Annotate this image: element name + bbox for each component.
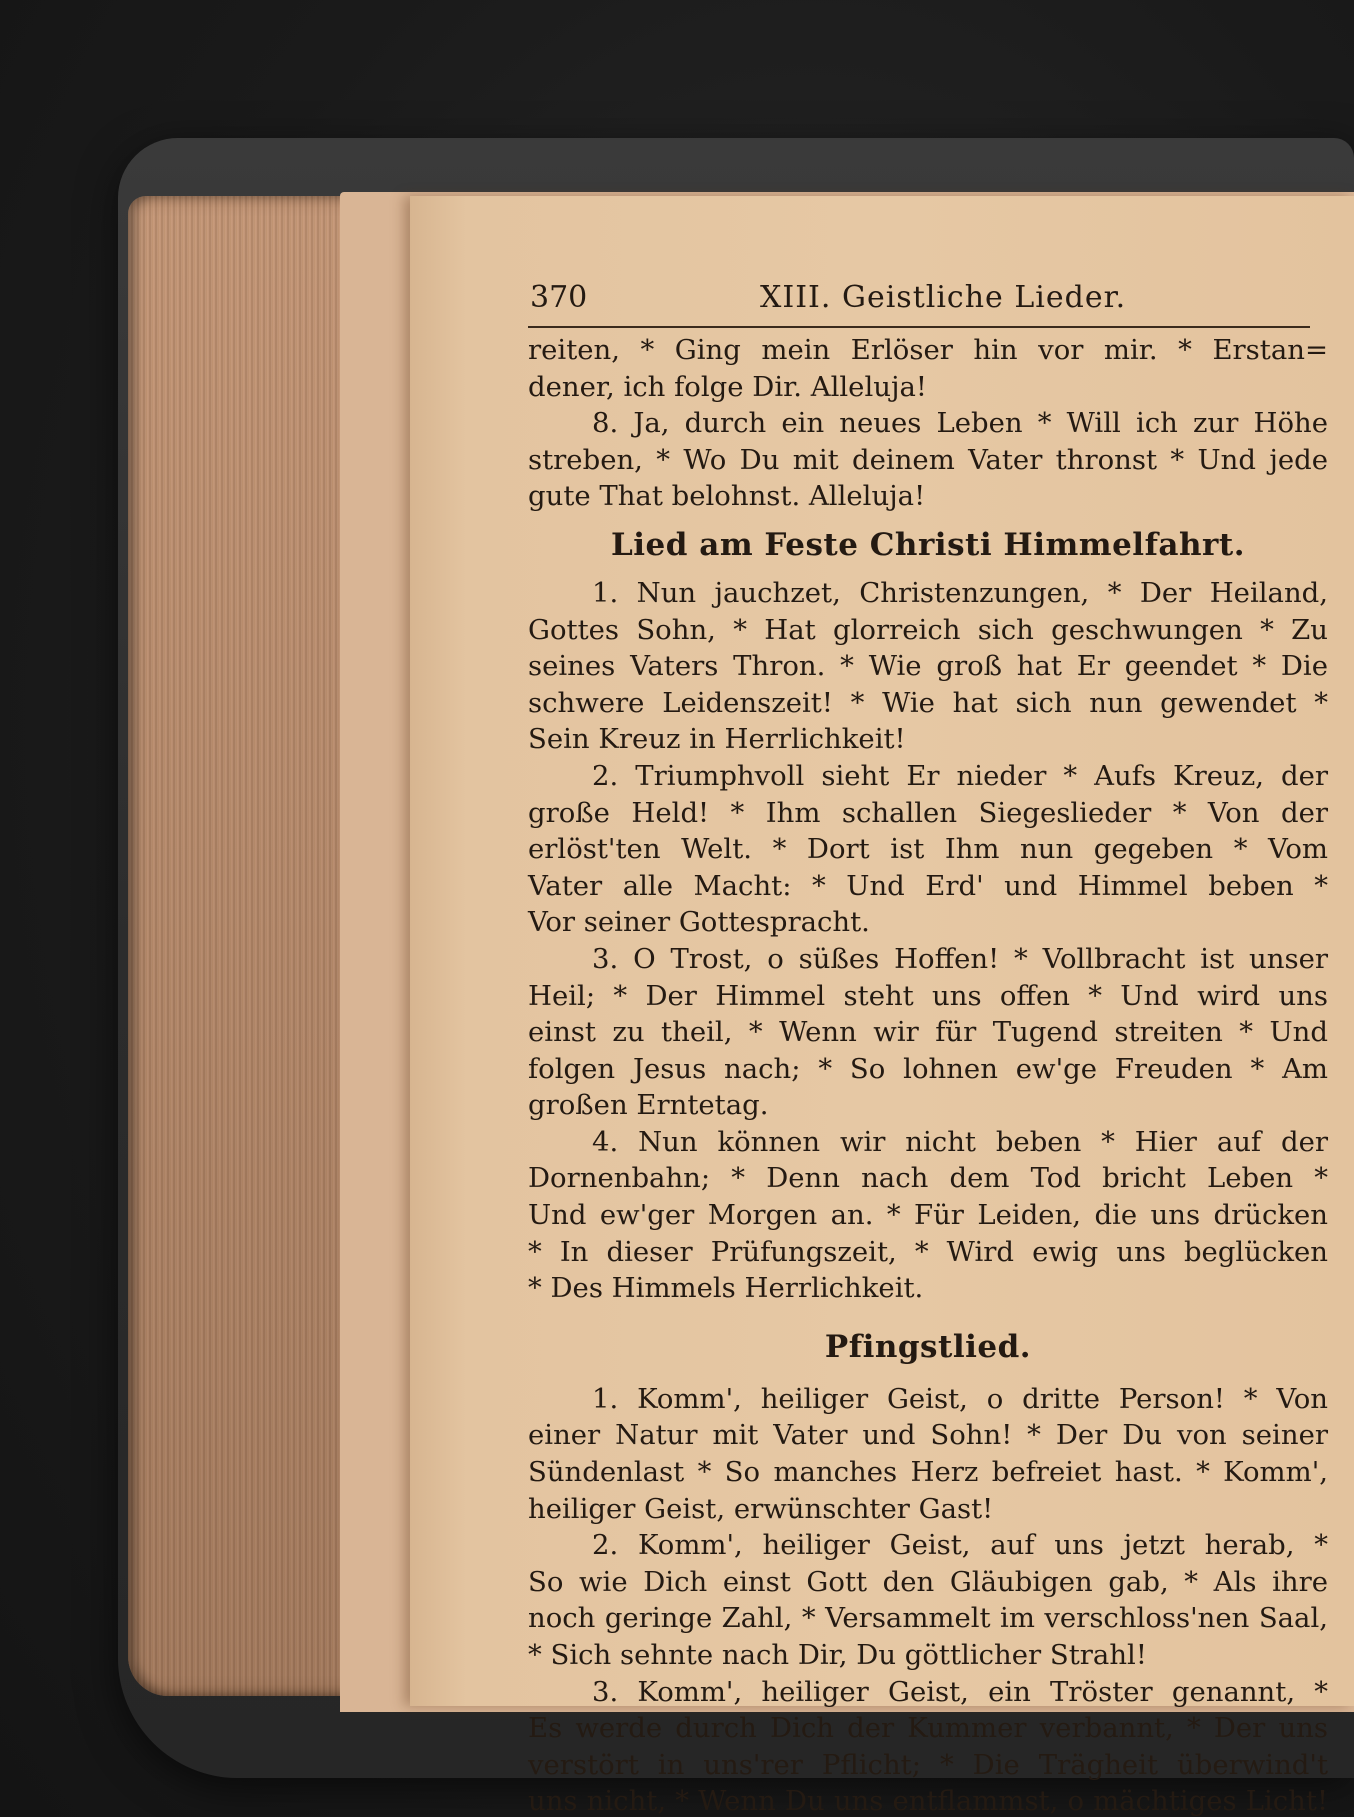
text-line: Sündenlast * So manches Herz befreiet hast. * Komm', [528,1456,1328,1489]
text-line: großen Erntetag. [528,1089,769,1122]
text-line: große Held! * Ihm schallen Siegeslieder * Von der [528,796,1328,829]
text-line: Heil; * Der Himmel steht uns offen * Und wird uns [528,979,1328,1012]
text-line: * Sich sehnte nach Dir, Du göttlicher Strahl! [528,1639,1147,1671]
text-line: * In dieser Prüfungszeit, * Wird ewig uns beglücken [528,1235,1328,1268]
text-line: schwere Leidenszeit! * Wie hat sich nun gewendet * [528,686,1328,719]
text-line: Vor seiner Gottespracht. [528,906,870,939]
text-line: heiliger Geist, erwünschter Gast! [528,1492,994,1525]
text-line: reiten, * Ging mein Erlöser hin vor mir. * Erstan= [528,334,1328,366]
text-line: folgen Jesus nach; * So lohnen ew'ge Freuden * Am [528,1052,1328,1085]
text-line: 1. Nun jauchzet, Christenzungen, * Der Heiland, [592,576,1328,609]
text-line: seines Vaters Thron. * Wie groß hat Er geendet * Die [528,650,1328,683]
text-line: 2. Komm', heiliger Geist, auf uns jetzt herab, * [592,1529,1328,1562]
text-line: uns nicht, * Wenn Du uns entflammst, o mächtiges Licht! [528,1785,1328,1817]
text-line: 2. Triumphvoll sieht Er nieder * Aufs Kreuz, der [592,759,1328,792]
text-line: Vater alle Macht: * Und Erd' und Himmel beben * [528,869,1328,902]
text-line: 1. Komm', heiliger Geist, o dritte Person! * Von [592,1382,1328,1415]
text-line: einer Natur mit Vater und Sohn! * Der Du von seiner [528,1419,1328,1452]
running-title: XIII. Geistliche Lieder. [760,280,1127,315]
text-line: streben, * Wo Du mit deinem Vater thronst * Und jede [528,443,1328,476]
text-line: verstört in uns'rer Pflicht; * Die Trägheit überwind't [528,1748,1328,1781]
text-line: noch geringe Zahl, * Versammelt im verschloss'nen Saal, [528,1602,1328,1635]
page-body [528,332,1328,1817]
book-page [410,196,1354,1817]
text-line: So wie Dich einst Gott den Gläubigen gab, * Als ihre [528,1565,1328,1598]
text-line: Und ew'ger Morgen an. * Für Leiden, die uns drücken [528,1199,1328,1232]
page-number: 370 [530,280,588,315]
page-header [530,276,1310,320]
text-line: einst zu theil, * Wenn wir für Tugend streiten * Und [528,1016,1328,1049]
header-rule [528,326,1310,328]
text-line: Dornenbahn; * Denn nach dem Tod bricht Leben * [528,1162,1328,1195]
text-line: Es werde durch Dich der Kummer verbannt, * Der uns [528,1712,1328,1745]
text-line: erlöst'ten Welt. * Dort ist Ihm nun gegeben * Vom [528,833,1328,866]
section-heading: Pfingstlied. [824,1328,1032,1365]
text-line: gute That belohnst. Alleluja! [528,480,926,513]
text-line: 4. Nun können wir nicht beben * Hier auf der [592,1125,1328,1158]
text-line: 8. Ja, durch ein neues Leben * Will ich zur Höhe [592,407,1328,440]
text-line: dener, ich folge Dir. Alleluja! [528,370,927,403]
text-line: * Des Himmels Herrlichkeit. [528,1272,924,1305]
text-line: Gottes Sohn, * Hat glorreich sich geschwungen * Zu [528,613,1328,646]
text-line: 3. Komm', heiliger Geist, ein Tröster genannt, * [592,1675,1328,1708]
text-line: Sein Kreuz in Herrlichkeit! [528,723,906,756]
text-line: 3. O Trost, o süßes Hoffen! * Vollbracht ist unser [592,942,1328,975]
section-heading: Lied am Feste Christi Himmelfahrt. [610,526,1245,563]
